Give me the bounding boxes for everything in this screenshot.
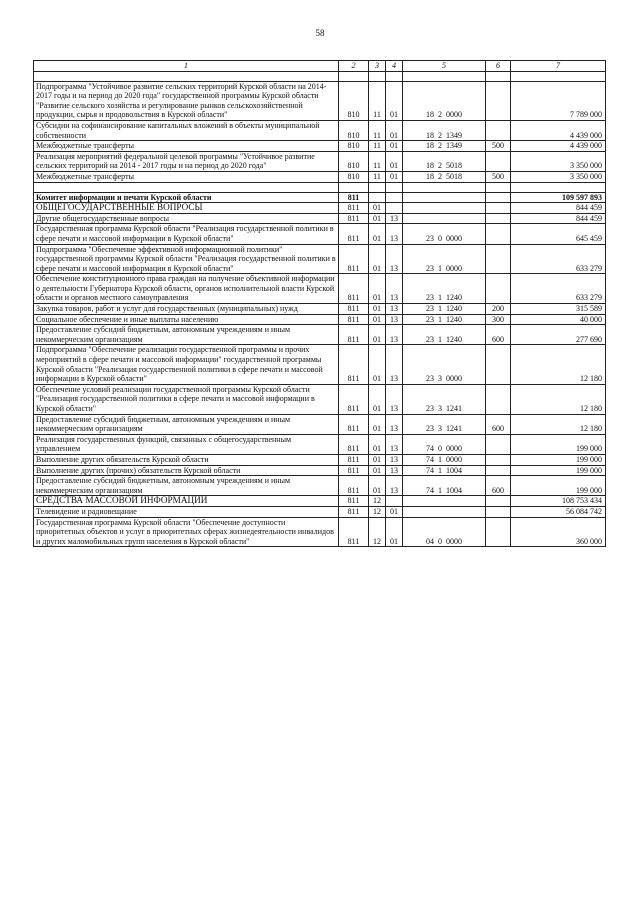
row-csr: 23 1 0000 [403, 244, 486, 274]
row-rz: 11 [369, 141, 386, 152]
row-amount: 315 589 [511, 304, 606, 315]
row-csr: 74 1 1004 [403, 476, 486, 496]
table-row [34, 192, 606, 203]
column-header: 1 [34, 61, 339, 72]
row-rz: 01 [369, 465, 386, 476]
row-vr: 600 [486, 476, 511, 496]
row-vr [486, 192, 511, 203]
row-csr [403, 192, 486, 203]
row-pr: 01 [386, 171, 403, 182]
row-pr: 13 [386, 314, 403, 325]
row-grbs: 811 [339, 304, 369, 315]
row-name: Реализация государственных функций, связанных с общегосударственным управлением [34, 434, 339, 454]
row-amount: 360 000 [511, 517, 606, 547]
row-vr [486, 224, 511, 244]
row-amount: 277 690 [511, 325, 606, 345]
row-grbs: 811 [339, 274, 369, 304]
row-vr [486, 454, 511, 465]
table-row [34, 384, 606, 414]
row-vr [486, 213, 511, 224]
row-grbs: 810 [339, 81, 369, 120]
row-vr [486, 517, 511, 547]
budget-table [33, 60, 606, 547]
row-name: Реализация мероприятий федеральной целевой программы "Устойчивое развитие сельских территорий на 2014 - 2017 годы и на период до 2020 года" [34, 151, 339, 171]
row-name: Телевидение и радиовещание [34, 506, 339, 517]
row-grbs: 811 [339, 496, 369, 507]
row-pr: 01 [386, 120, 403, 140]
row-pr: 13 [386, 224, 403, 244]
row-grbs: 811 [339, 384, 369, 414]
row-grbs: 811 [339, 517, 369, 547]
column-header: 4 [386, 61, 403, 72]
row-vr [486, 244, 511, 274]
row-grbs: 811 [339, 213, 369, 224]
table-row [34, 120, 606, 140]
row-csr: 18 2 0000 [403, 81, 486, 120]
row-csr: 23 3 1241 [403, 414, 486, 434]
row-amount: 844 459 [511, 203, 606, 214]
row-pr: 13 [386, 434, 403, 454]
row-pr: 01 [386, 141, 403, 152]
row-vr [486, 506, 511, 517]
row-pr [386, 192, 403, 203]
row-csr: 23 1 1240 [403, 325, 486, 345]
row-rz: 12 [369, 496, 386, 507]
row-grbs: 811 [339, 192, 369, 203]
row-rz: 11 [369, 81, 386, 120]
row-vr [486, 120, 511, 140]
row-rz: 01 [369, 325, 386, 345]
row-name: Подпрограмма "Обеспечение реализации государственной программы и прочих мероприятий в сфере печати и массовой информации" государственной программы Курской области "Реализация государственной политики в сфере печати и массовой информации в Курской области" [34, 345, 339, 384]
row-grbs: 811 [339, 345, 369, 384]
row-vr: 500 [486, 171, 511, 182]
row-vr [486, 345, 511, 384]
row-csr: 23 3 1241 [403, 384, 486, 414]
row-grbs: 811 [339, 476, 369, 496]
row-csr: 23 0 0000 [403, 224, 486, 244]
row-vr [486, 274, 511, 304]
row-grbs: 810 [339, 120, 369, 140]
row-rz: 11 [369, 120, 386, 140]
row-amount: 633 279 [511, 244, 606, 274]
row-name: ОБЩЕГОСУДАРСТВЕННЫЕ ВОПРОСЫ [34, 203, 339, 214]
table-row [34, 213, 606, 224]
row-rz: 01 [369, 454, 386, 465]
table-row [34, 496, 606, 507]
column-header: 5 [403, 61, 486, 72]
row-amount: 108 753 434 [511, 496, 606, 507]
table-row [34, 151, 606, 171]
column-header: 2 [339, 61, 369, 72]
row-pr: 13 [386, 476, 403, 496]
row-csr [403, 213, 486, 224]
header-row [34, 61, 606, 72]
row-amount: 3 350 000 [511, 171, 606, 182]
row-amount: 645 459 [511, 224, 606, 244]
table-row [34, 71, 606, 81]
row-grbs: 811 [339, 244, 369, 274]
row-name: Предоставление субсидий бюджетным, автономным учреждениям и иным некоммерческим организациям [34, 325, 339, 345]
column-header: 7 [511, 61, 606, 72]
row-vr [486, 384, 511, 414]
row-amount: 40 000 [511, 314, 606, 325]
table-row [34, 325, 606, 345]
row-rz: 12 [369, 506, 386, 517]
row-name: Предоставление субсидий бюджетным, автономным учреждениям и иным некоммерческим организациям [34, 476, 339, 496]
table-row [34, 224, 606, 244]
row-rz: 01 [369, 384, 386, 414]
row-name: СРЕДСТВА МАССОВОЙ ИНФОРМАЦИИ [34, 496, 339, 507]
row-name: Комитет информации и печати Курской области [34, 192, 339, 203]
row-name: Другие общегосударственные вопросы [34, 213, 339, 224]
row-vr: 600 [486, 325, 511, 345]
row-pr: 13 [386, 213, 403, 224]
row-csr: 74 0 0000 [403, 434, 486, 454]
row-rz: 01 [369, 476, 386, 496]
row-name: Предоставление субсидий бюджетным, автономным учреждениям и иным некоммерческим организациям [34, 414, 339, 434]
row-name: Выполнение других (прочих) обязательств Курской области [34, 465, 339, 476]
row-amount: 199 000 [511, 465, 606, 476]
row-name: Межбюджетные трансферты [34, 141, 339, 152]
row-name: Социальное обеспечение и иные выплаты населению [34, 314, 339, 325]
row-amount: 12 180 [511, 345, 606, 384]
row-pr: 13 [386, 244, 403, 274]
row-name: Межбюджетные трансферты [34, 171, 339, 182]
row-csr: 23 3 0000 [403, 345, 486, 384]
row-rz: 12 [369, 517, 386, 547]
row-pr: 01 [386, 517, 403, 547]
row-pr: 01 [386, 151, 403, 171]
row-name: Подпрограмма "Обеспечение эффективной информационной политики" государственной программы Курской области "Реализация государственной политики в сфере печати и массовой информации в Курской области" [34, 244, 339, 274]
row-rz: 01 [369, 203, 386, 214]
row-name: Обеспечение конституционного права граждан на получение объективной информации о деятельности Губернатора Курской области, органов исполнительной власти Курской области и органов местного самоуправления [34, 274, 339, 304]
row-name: Подпрограмма "Устойчивое развитие сельских территорий Курской области на 2014-2017 годы и на период до 2020 года" государственной программы Курской области "Развитие сельского хозяйства и регулирование рынков сельскохозяйственной продукции, сырья и продовольствия в Курской области" [34, 81, 339, 120]
column-header: 6 [486, 61, 511, 72]
row-pr: 13 [386, 345, 403, 384]
row-grbs: 811 [339, 434, 369, 454]
row-amount: 109 597 893 [511, 192, 606, 203]
row-grbs: 811 [339, 414, 369, 434]
row-amount: 199 000 [511, 454, 606, 465]
row-csr [403, 496, 486, 507]
table-row [34, 465, 606, 476]
row-csr: 23 1 1240 [403, 304, 486, 315]
row-amount: 199 000 [511, 434, 606, 454]
row-pr: 13 [386, 304, 403, 315]
row-rz: 01 [369, 304, 386, 315]
row-rz: 01 [369, 244, 386, 274]
row-pr: 13 [386, 465, 403, 476]
row-vr [486, 81, 511, 120]
row-csr [403, 506, 486, 517]
row-rz: 11 [369, 151, 386, 171]
table-row [34, 314, 606, 325]
row-vr [486, 465, 511, 476]
row-grbs: 810 [339, 141, 369, 152]
row-amount: 199 000 [511, 476, 606, 496]
row-pr: 13 [386, 325, 403, 345]
row-name: Государственная программа Курской области "Реализация государственной политики в сфере печати и массовой информации в Курской области" [34, 224, 339, 244]
row-amount: 633 279 [511, 274, 606, 304]
row-grbs: 810 [339, 151, 369, 171]
row-vr [486, 434, 511, 454]
table-row [34, 454, 606, 465]
row-rz: 01 [369, 434, 386, 454]
row-rz [369, 192, 386, 203]
table-row [34, 414, 606, 434]
row-csr: 04 0 0000 [403, 517, 486, 547]
table-row [34, 203, 606, 214]
row-amount: 56 084 742 [511, 506, 606, 517]
row-amount: 7 789 000 [511, 81, 606, 120]
row-amount: 844 459 [511, 213, 606, 224]
row-amount: 12 180 [511, 384, 606, 414]
row-rz: 01 [369, 414, 386, 434]
row-grbs: 811 [339, 203, 369, 214]
table-row [34, 81, 606, 120]
row-vr: 500 [486, 141, 511, 152]
table-row [34, 434, 606, 454]
table-row [34, 182, 606, 192]
row-rz: 01 [369, 345, 386, 384]
table-row [34, 274, 606, 304]
row-pr: 01 [386, 506, 403, 517]
row-vr [486, 203, 511, 214]
column-header: 3 [369, 61, 386, 72]
row-vr: 600 [486, 414, 511, 434]
row-csr: 74 1 0000 [403, 454, 486, 465]
row-amount: 4 439 000 [511, 120, 606, 140]
table-row [34, 244, 606, 274]
table-row [34, 171, 606, 182]
row-csr: 18 2 1349 [403, 141, 486, 152]
row-csr: 74 1 1004 [403, 465, 486, 476]
table-row [34, 506, 606, 517]
row-pr: 13 [386, 384, 403, 414]
table-row [34, 517, 606, 547]
table-row [34, 476, 606, 496]
row-amount: 4 439 000 [511, 141, 606, 152]
row-rz: 01 [369, 213, 386, 224]
row-csr: 23 1 1240 [403, 274, 486, 304]
row-pr [386, 203, 403, 214]
row-amount: 3 350 000 [511, 151, 606, 171]
row-pr: 13 [386, 454, 403, 465]
row-grbs: 811 [339, 325, 369, 345]
row-grbs: 811 [339, 454, 369, 465]
row-vr [486, 496, 511, 507]
row-vr [486, 151, 511, 171]
page-number: 58 [315, 28, 325, 38]
row-name: Закупка товаров, работ и услуг для государственных (муниципальных) нужд [34, 304, 339, 315]
table-row [34, 141, 606, 152]
row-name: Государственная программа Курской области "Обеспечение доступности приоритетных объектов и услуг в приоритетных сферах жизнедеятельности инвалидов и других маломобильных групп населения в Курской области" [34, 517, 339, 547]
row-pr [386, 496, 403, 507]
row-pr: 13 [386, 274, 403, 304]
row-vr: 200 [486, 304, 511, 315]
row-csr [403, 203, 486, 214]
row-vr: 300 [486, 314, 511, 325]
row-csr: 18 2 5018 [403, 171, 486, 182]
row-rz: 01 [369, 274, 386, 304]
row-csr: 18 2 1349 [403, 120, 486, 140]
row-grbs: 811 [339, 314, 369, 325]
row-rz: 01 [369, 224, 386, 244]
row-csr: 18 2 5018 [403, 151, 486, 171]
row-name: Обеспечение условий реализации государственной программы Курской области "Реализация государственной политики в сфере печати и массовой информации в Курской области" [34, 384, 339, 414]
row-grbs: 811 [339, 506, 369, 517]
row-grbs: 811 [339, 465, 369, 476]
row-rz: 11 [369, 171, 386, 182]
row-name: Субсидии на софинансирование капитальных вложений в объекты муниципальной собственности [34, 120, 339, 140]
row-csr: 23 1 1240 [403, 314, 486, 325]
row-rz: 01 [369, 314, 386, 325]
row-grbs: 810 [339, 171, 369, 182]
table-row [34, 304, 606, 315]
row-pr: 13 [386, 414, 403, 434]
row-pr: 01 [386, 81, 403, 120]
row-name: Выполнение других обязательств Курской области [34, 454, 339, 465]
table-row [34, 345, 606, 384]
row-amount: 12 180 [511, 414, 606, 434]
row-grbs: 811 [339, 224, 369, 244]
